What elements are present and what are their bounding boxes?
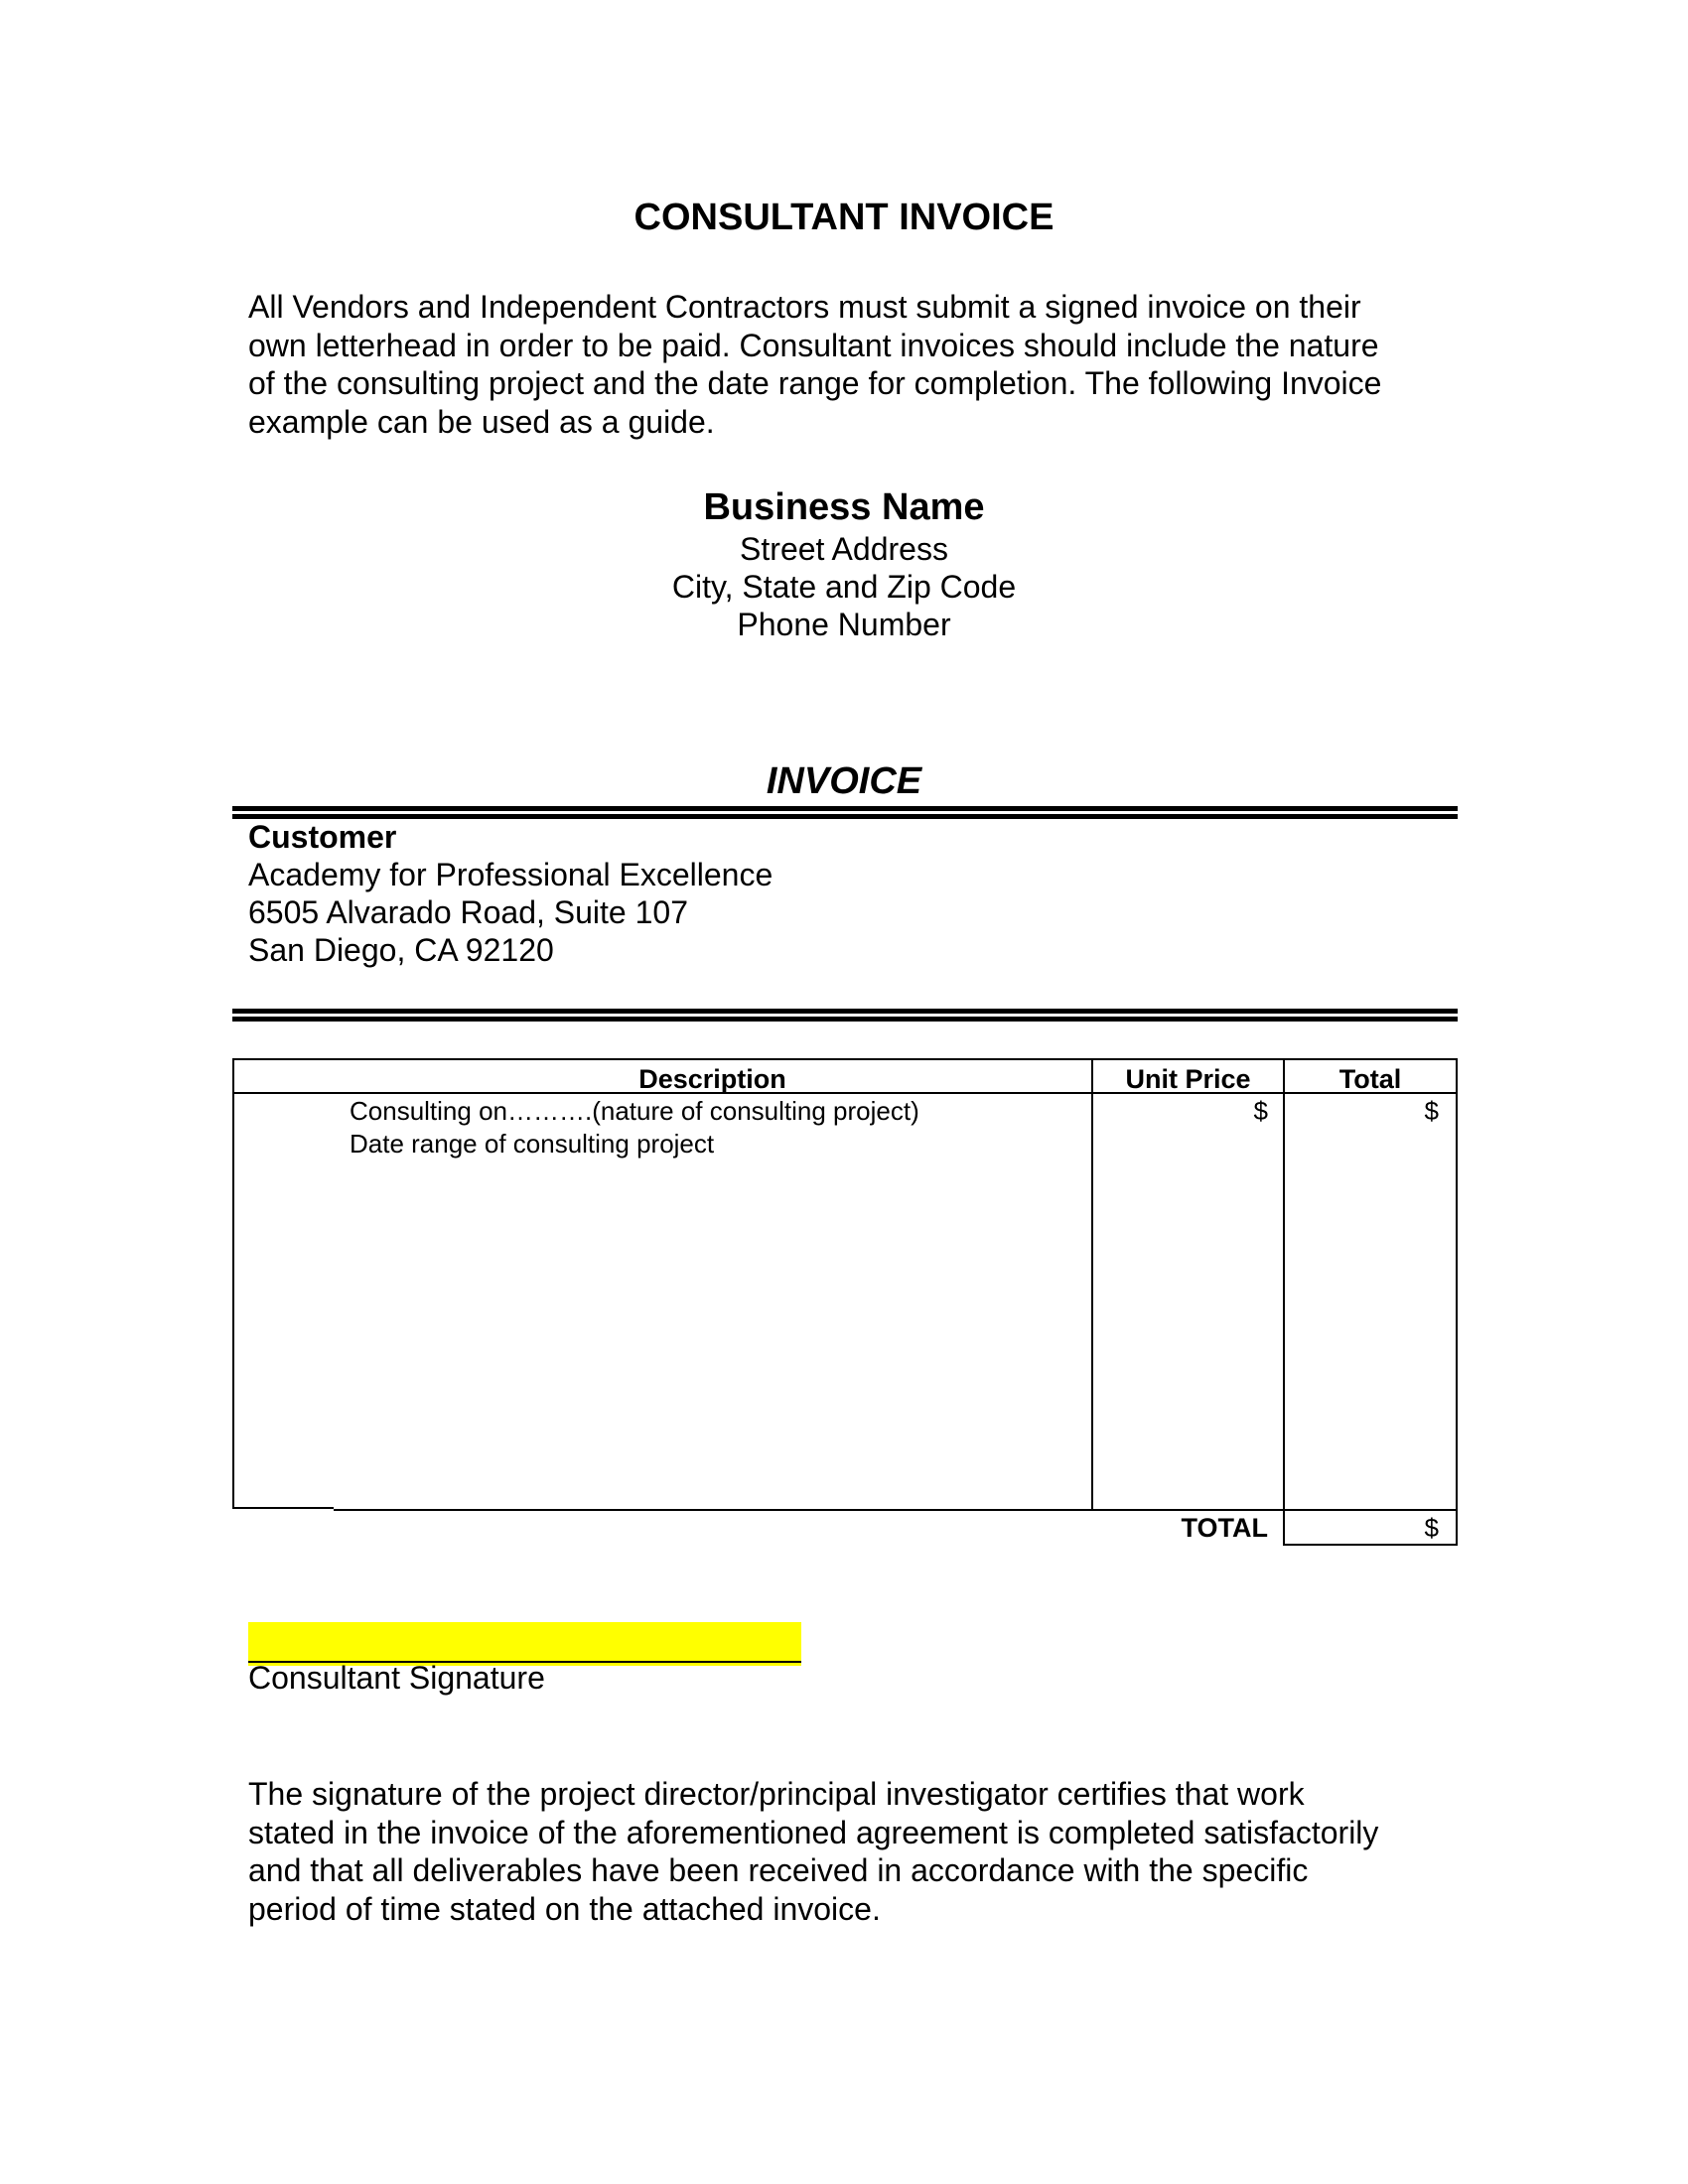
row-total: $	[1424, 1096, 1439, 1126]
divider-rule	[232, 806, 1458, 811]
document-title: CONSULTANT INVOICE	[633, 197, 1055, 238]
intro-line: of the consulting project and the date range for completion. The following Invoice	[248, 365, 1382, 401]
table-border	[232, 1058, 234, 1509]
divider-rule	[232, 1017, 1458, 1022]
certification-line: period of time stated on the attached invoice.	[248, 1890, 881, 1927]
table-border	[232, 1507, 334, 1509]
customer-name: Academy for Professional Excellence	[248, 857, 774, 892]
table-border	[334, 1509, 1458, 1511]
table-border	[1456, 1058, 1458, 1546]
table-border	[232, 1058, 1458, 1060]
column-header-total: Total	[1338, 1064, 1402, 1094]
signature-label: Consultant Signature	[248, 1660, 545, 1696]
intro-line: own letterhead in order to be paid. Consultant invoices should include the nature	[248, 327, 1379, 363]
customer-heading: Customer	[248, 819, 397, 855]
customer-address: 6505 Alvarado Road, Suite 107	[248, 894, 688, 930]
certification-paragraph	[248, 1775, 1470, 1928]
intro-paragraph	[248, 288, 1470, 441]
intro-line: All Vendors and Independent Contractors must submit a signed invoice on their	[248, 289, 1361, 325]
certification-line: stated in the invoice of the aforementioned agreement is completed satisfactorily	[248, 1814, 1379, 1850]
certification-line: The signature of the project director/principal investigator certifies that work	[248, 1776, 1305, 1812]
row-unit-price: $	[1253, 1096, 1268, 1126]
intro-line: example can be used as a guide.	[248, 403, 715, 440]
table-border	[1283, 1544, 1458, 1546]
business-phone: Phone Number	[737, 607, 951, 642]
table-border	[1283, 1058, 1285, 1546]
business-name: Business Name	[703, 486, 985, 528]
divider-rule	[232, 814, 1458, 819]
business-street: Street Address	[740, 531, 948, 567]
total-label: TOTAL	[1181, 1513, 1268, 1543]
column-header-unit-price: Unit Price	[1125, 1064, 1251, 1094]
column-header-description: Description	[638, 1064, 786, 1094]
row-description-line: Date range of consulting project	[350, 1129, 715, 1159]
certification-line: and that all deliverables have been received in accordance with the specific	[248, 1852, 1309, 1888]
total-value: $	[1424, 1513, 1439, 1543]
row-description-line: Consulting on……….(nature of consulting project)	[350, 1096, 919, 1126]
invoice-heading: INVOICE	[766, 760, 922, 802]
divider-rule	[232, 1009, 1458, 1014]
business-city-state-zip: City, State and Zip Code	[671, 569, 1017, 605]
customer-city: San Diego, CA 92120	[248, 932, 554, 968]
